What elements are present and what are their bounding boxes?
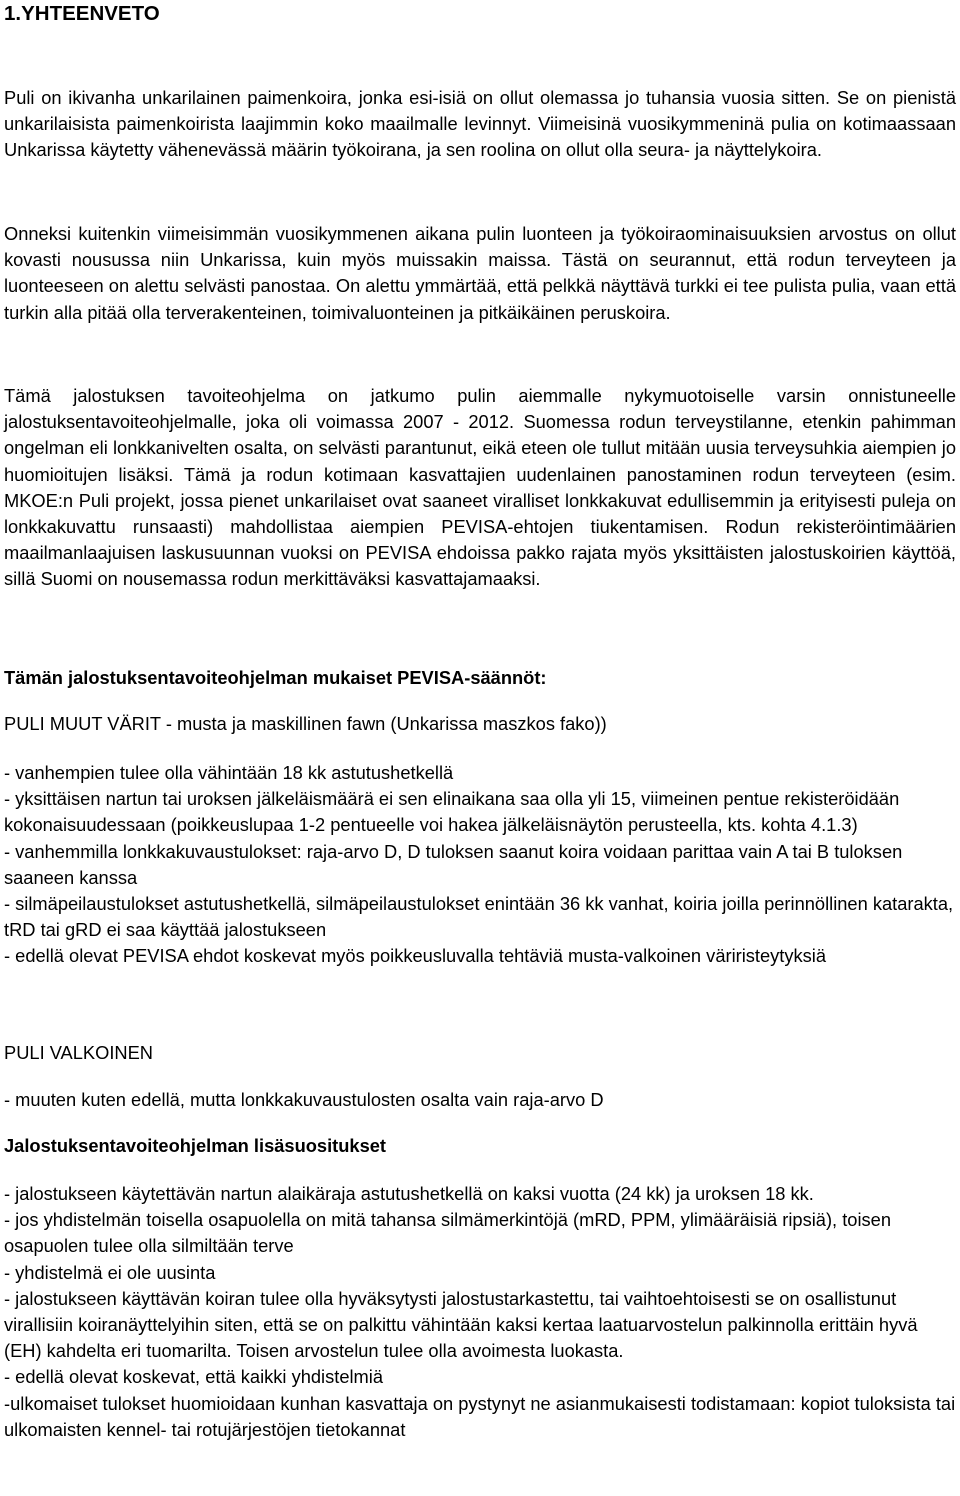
puli-other-colors-heading: PULI MUUT VÄRIT - musta ja maskillinen fawn (Unkarissa maszkos fako)) xyxy=(4,713,607,734)
intro-paragraph: Puli on ikivanha unkarilainen paimenkoira, jonka esi-isiä on ollut olemassa jo tuhansia vuosia sitten. Se on pienistä unkarilaisista paimenkoirista laajimmin koko maailmalle levinnyt. Viimeisinä vuosikymmeninä pulia on kotimaassaan Unkarissa käytetty vähenevässä määrin työkoirana, ja sen roolina on ollut olla seura- ja näyttelykoira. xyxy=(4,87,956,161)
recommendation-item: - jalostukseen käytettävän nartun alaikäraja astutushetkellä on kaksi vuotta (24 kk) ja uroksen 18 kk. xyxy=(4,1183,814,1204)
rule-item: - vanhempien tulee olla vähintään 18 kk astutushetkellä xyxy=(4,762,454,783)
paragraph-program-continuation: Tämä jalostuksen tavoiteohjelma on jatkumo pulin aiemmalle nykymuotoiselle varsin onnistuneelle jalostuksentavoiteohjelmalle, joka oli voimassa 2007 - 2012. Suomessa rodun terveystilanne, etenkin pahimman ongelman eli lonkkanivelten osalta, on selvästi parantunut, eikä eteen ole tullut mitään uusia terveysuhkia aiempien jo huomioitujen lisäksi. Tämä ja rodun kotimaan kasvattajien uudenlainen panostaminen rodun terveyteen (esim. MKOE:n Puli projekt, jossa pienet unkarilaiset ovat saaneet viralliset lonkkakuvat edullisemmin ja erityisesti puleja on lonkkakuvattu runsaasti) mahdollistaa aiempien PEVISA-ehtojen tiukentamisen. Rodun rekisteröintimäärien maailmanlaajuisen laskusuunnan vuoksi on PEVISA ehdoissa pakko rajata myös yksittäisten jalostuskoirien käyttöä, sillä Suomi on nousemassa rodun merkittäväksi kasvattajamaaksi. xyxy=(4,385,956,590)
recommendation-item: - edellä olevat koskevat, että kaikki yhdistelmiä xyxy=(4,1366,384,1388)
pevisa-rules-heading: Tämän jalostuksentavoiteohjelman mukaiset PEVISA-säännöt: xyxy=(4,667,547,688)
recommendation-item: -ulkomaiset tulokset huomioidaan kunhan kasvattaja on pystynyt ne asianmukaisesti todistamaan: kopiot tuloksista tai ulkomaisten kennel- tai rotujärjestöjen tietokannat xyxy=(4,1392,956,1440)
recommendations-list xyxy=(4,1181,956,1443)
puli-other-colors-rules xyxy=(4,760,956,970)
rule-item: - vanhemmilla lonkkakuvaustulokset: raja-arvo D, D tuloksen saanut koira voidaan parittaa vain A tai B tuloksen saaneen kanssa xyxy=(4,840,903,888)
rule-item: - yksittäisen nartun tai uroksen jälkeläismäärä ei sen elinaikana saa olla yli 15, viimeinen pentue rekisteröidään kokonaisuudessaan (poikkeuslupaa 1-2 pentueelle voi hakea jälkeläisnäytön perusteella, kts. kohta 4.1.3) xyxy=(4,788,900,836)
recommendation-item: - jalostukseen käyttävän koiran tulee olla hyväksytysti jalostustarkastettu, tai vaihtoehtoisesti se on osallistunut virallisiin koiranäyttelyihin siten, että se on palkittu vähintään kaksi kertaa laatuarvostelun palkinnolla erittäin hyvä (EH) kahdelta eri tuomarilta. Toisen arvostelun tulee olla avoimesta luokasta. xyxy=(4,1287,918,1362)
paragraph-breeding-appreciation: Onneksi kuitenkin viimeisimmän vuosikymmenen aikana pulin luonteen ja työkoiraominaisuuksien arvostus on ollut kovasti nousussa niin Unkarissa, kuin myös muissakin maissa. Tästä on seurannut, että rodun terveyteen ja luonteeseen on alettu selvästi panostaa. On alettu ymmärtää, että pelkkä näyttävä turkki ei tee pulista pulia, vaan että turkin alla pitää olla terverakenteinen, toimivaluonteinen ja pitkäikäinen peruskoira. xyxy=(4,223,956,323)
puli-white-heading: PULI VALKOINEN xyxy=(4,1042,154,1063)
section-title: 1.YHTEENVETO xyxy=(4,2,160,25)
recommendation-item: - jos yhdistelmän toisella osapuolella on mitä tahansa silmämerkintöjä (mRD, PPM, ylimääräisiä ripsiä), toisen osapuolen tulee olla silmiltään terve xyxy=(4,1209,891,1257)
recommendations-heading: Jalostuksentavoiteohjelman lisäsuositukset xyxy=(4,1135,387,1156)
rule-item: - edellä olevat PEVISA ehdot koskevat myös poikkeusluvalla tehtäviä musta-valkoinen väriristeytyksiä xyxy=(4,945,827,967)
puli-white-rule: - muuten kuten edellä, mutta lonkkakuvaustulosten osalta vain raja-arvo D xyxy=(4,1089,604,1110)
rule-item: - silmäpeilaustulokset astutushetkellä, silmäpeilaustulokset enintään 36 kk vanhat, koiria joilla perinnöllinen katarakta, tRD tai gRD ei saa käyttää jalostukseen xyxy=(4,893,954,941)
recommendation-item: - yhdistelmä ei ole uusinta xyxy=(4,1261,216,1283)
